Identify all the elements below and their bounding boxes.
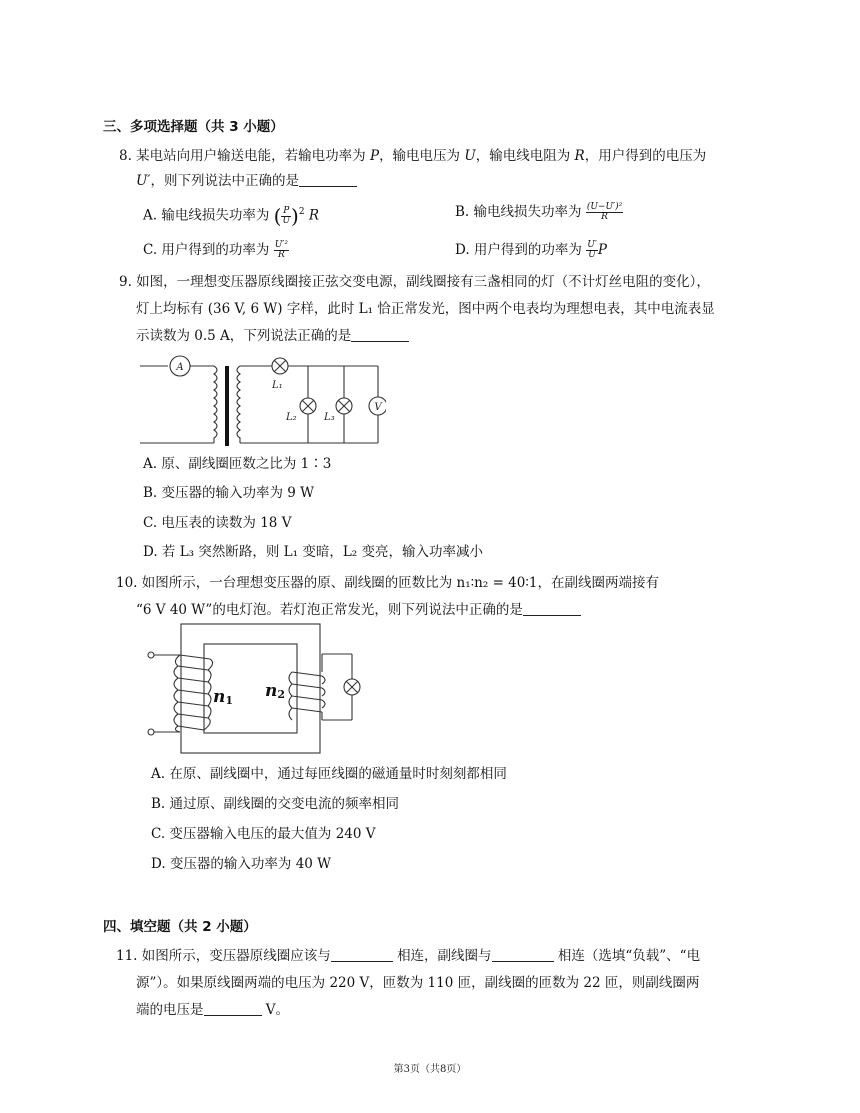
q10-option-b[interactable]: B. 通过原、副线圈的交变电流的频率相同 xyxy=(151,796,400,812)
q10-option-a[interactable]: A. 在原、副线圈中，通过每匝线圈的磁通量时时刻刻都相同 xyxy=(151,766,507,782)
q8-option-c[interactable]: C. 用户得到的功率为 $\frac{\text{U′²}}{R}$ xyxy=(143,240,288,260)
q10-stem-line2: “6 V 40 W”的电灯泡。若灯泡正常发光，则下列说法中正确的是 xyxy=(136,601,581,619)
answer-blank-primary[interactable] xyxy=(331,947,393,962)
q11-stem-line1: 11. 如图所示，变压器原线圈应该与 相连，副线圈与 相连（选填“负载”、“电 xyxy=(116,948,701,964)
q10-option-d[interactable]: D. 变压器的输入功率为 40 W xyxy=(151,856,332,872)
q9-option-c[interactable]: C. 电压表的读数为 18 V xyxy=(143,515,292,531)
q8-option-b[interactable]: B. 输电线损失功率为 $\frac{\text{(U−U′)²}}{R}$ xyxy=(455,202,623,222)
q10-transformer-figure xyxy=(140,622,365,757)
n1-label: n1 xyxy=(213,687,234,707)
q11-stem-line2: 源”）。如果原线圈两端的电压为 220 V，匝数为 110 匝，副线圈的匝数为 22 匝，则副线圈两 xyxy=(136,975,700,991)
q8-option-d[interactable]: D. 用户得到的功率为 $\frac{U'}{U}$ P xyxy=(455,240,607,260)
q8-stem-line2: U′，则下列说法中正确的是 xyxy=(136,172,357,190)
page-footer: 第3页（共8页） xyxy=(393,1064,467,1075)
voltmeter-label: V xyxy=(374,402,382,413)
answer-blank[interactable] xyxy=(351,327,409,342)
q10-stem-line1: 10. 如图所示，一台理想变压器的原、副线圈的匝数比为 n₁∶n₂ = 40∶1，在副线圈两端接有 xyxy=(116,575,659,591)
q8-option-a[interactable]: A. 输电线损失功率为 ( $\frac{P}{U}$ )$^2$ R xyxy=(143,204,320,228)
q9-option-d[interactable]: D. 若 L₃ 突然断路，则 L₁ 变暗，L₂ 变亮，输入功率减小 xyxy=(143,544,484,560)
q9-option-a[interactable]: A. 原、副线圈匝数之比为 1∶3 xyxy=(143,456,332,472)
section-title-multiple-choice: 三、多项选择题（共 3 小题） xyxy=(103,119,284,135)
section-title-fill-in: 四、填空题（共 2 小题） xyxy=(103,919,257,935)
q11-stem-line3: 端的电压是 V。 xyxy=(136,1002,290,1018)
q9-stem-line3: 示读数为 0.5 A，下列说法正确的是 xyxy=(136,327,409,345)
q9-stem-line1: 9. 如图，一理想变压器原线圈接正弦交变电源，副线圈接有三盏相同的灯（不计灯丝电阻的变化）， xyxy=(119,274,710,290)
l2-label: L₂ xyxy=(286,412,297,423)
q9-transformer-circuit-figure xyxy=(136,352,386,448)
l1-label: L₁ xyxy=(272,380,283,391)
n2-label: n2 xyxy=(265,681,286,701)
answer-blank-secondary[interactable] xyxy=(492,947,554,962)
answer-blank-voltage[interactable] xyxy=(204,1001,262,1016)
ammeter-label: A xyxy=(176,362,184,373)
q9-option-b[interactable]: B. 变压器的输入功率为 9 W xyxy=(143,485,315,501)
q10-option-c[interactable]: C. 变压器输入电压的最大值为 240 V xyxy=(151,826,376,842)
l3-label: L₃ xyxy=(324,412,335,423)
q8-stem-line1: 8. 某电站向用户输送电能，若输电功率为 P，输电电压为 U，输电线电阻为 R，用户得到的电压为 xyxy=(119,148,707,164)
answer-blank[interactable] xyxy=(523,601,581,616)
q9-stem-line2: 灯上均标有 (36 V, 6 W) 字样，此时 L₁ 恰正常发光，图中两个电表均为理想电表，其中电流表显 xyxy=(136,301,715,317)
answer-blank[interactable] xyxy=(299,172,357,187)
